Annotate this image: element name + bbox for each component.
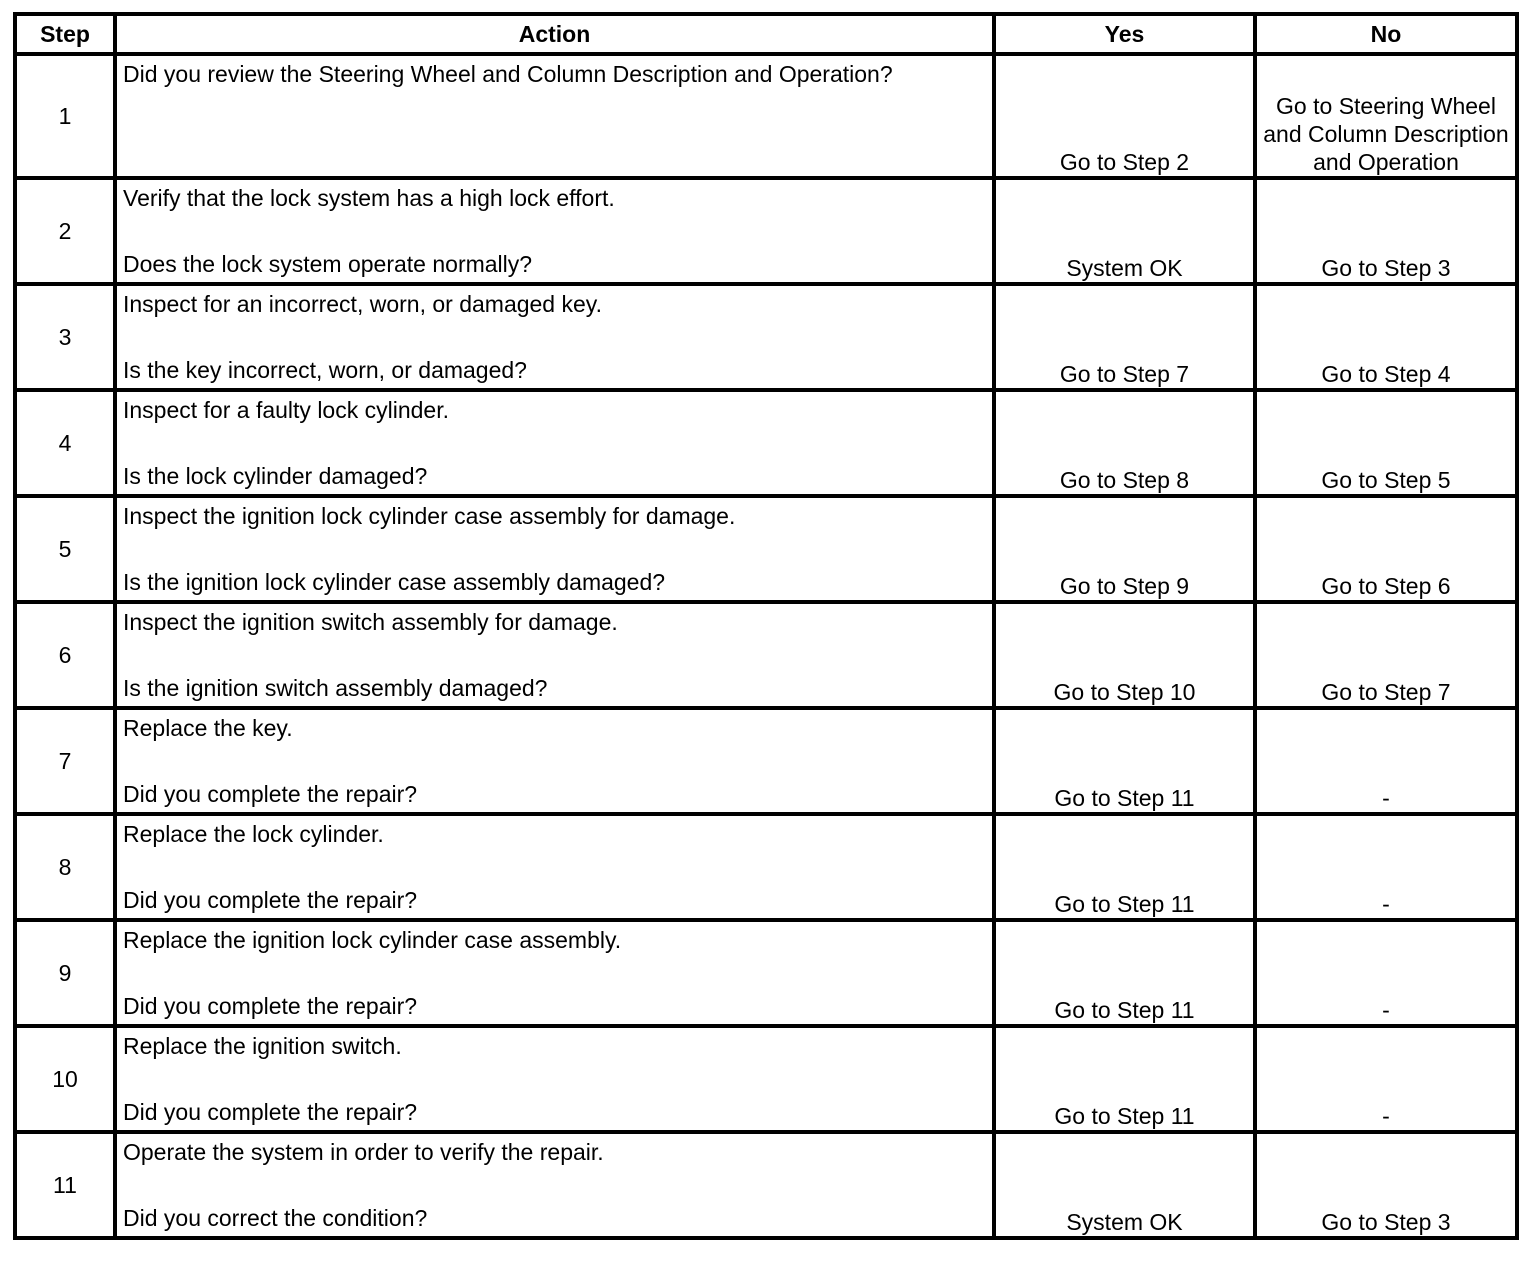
step-number: 5 [15, 496, 115, 602]
action-cell [115, 1026, 994, 1132]
table-row [15, 708, 1517, 814]
table-row [15, 602, 1517, 708]
table-row [15, 390, 1517, 496]
step-number: 8 [15, 814, 115, 920]
action-cell [115, 602, 994, 708]
no-result: Go to Step 4 [1255, 284, 1517, 390]
action-instruction: Inspect for an incorrect, worn, or damaged key. [123, 291, 602, 317]
action-cell [115, 814, 994, 920]
diagnostic-table [13, 12, 1519, 1240]
action-cell [115, 920, 994, 1026]
action-question: Is the ignition lock cylinder case assembly damaged? [123, 569, 666, 595]
action-cell [115, 54, 994, 178]
action-cell [115, 284, 994, 390]
action-instruction: Did you review the Steering Wheel and Column Description and Operation? [123, 61, 893, 87]
no-result: - [1255, 708, 1517, 814]
action-instruction: Verify that the lock system has a high lock effort. [123, 185, 615, 211]
action-instruction: Replace the ignition lock cylinder case assembly. [123, 927, 622, 953]
action-instruction: Replace the key. [123, 715, 293, 741]
no-result: Go to Step 7 [1255, 602, 1517, 708]
yes-result: Go to Step 11 [994, 814, 1255, 920]
no-result: Go to Step 3 [1255, 1132, 1517, 1238]
action-question: Did you complete the repair? [123, 887, 418, 913]
action-instruction: Inspect the ignition switch assembly for damage. [123, 609, 618, 635]
yes-result: Go to Step 7 [994, 284, 1255, 390]
no-result: - [1255, 814, 1517, 920]
action-instruction: Inspect the ignition lock cylinder case assembly for damage. [123, 503, 736, 529]
action-instruction: Replace the ignition switch. [123, 1033, 402, 1059]
step-number: 6 [15, 602, 115, 708]
header-row [15, 14, 1517, 54]
step-number: 1 [15, 54, 115, 178]
action-question: Does the lock system operate normally? [123, 251, 533, 277]
step-number: 2 [15, 178, 115, 284]
action-cell [115, 708, 994, 814]
no-result: Go to Step 5 [1255, 390, 1517, 496]
action-cell [115, 496, 994, 602]
action-question: Did you complete the repair? [123, 993, 418, 1019]
yes-result: Go to Step 11 [994, 920, 1255, 1026]
yes-result: Go to Step 8 [994, 390, 1255, 496]
header-step: Step [15, 14, 115, 54]
action-question: Did you correct the condition? [123, 1205, 428, 1231]
action-instruction: Operate the system in order to verify the repair. [123, 1139, 604, 1165]
yes-result: Go to Step 11 [994, 708, 1255, 814]
step-number: 10 [15, 1026, 115, 1132]
step-number: 7 [15, 708, 115, 814]
action-cell [115, 178, 994, 284]
action-question: Is the ignition switch assembly damaged? [123, 675, 548, 701]
step-number: 3 [15, 284, 115, 390]
action-question: Did you complete the repair? [123, 1099, 418, 1125]
yes-result: System OK [994, 178, 1255, 284]
table-row [15, 1132, 1517, 1238]
yes-result: Go to Step 10 [994, 602, 1255, 708]
table-row [15, 1026, 1517, 1132]
header-action: Action [115, 14, 994, 54]
action-cell [115, 390, 994, 496]
step-number: 11 [15, 1132, 115, 1238]
table-row [15, 920, 1517, 1026]
table-row [15, 496, 1517, 602]
action-instruction: Replace the lock cylinder. [123, 821, 384, 847]
table-row [15, 814, 1517, 920]
action-question: Did you complete the repair? [123, 781, 418, 807]
no-result: Go to Step 6 [1255, 496, 1517, 602]
yes-result: Go to Step 11 [994, 1026, 1255, 1132]
yes-result: Go to Step 9 [994, 496, 1255, 602]
action-cell [115, 1132, 994, 1238]
action-question: Is the key incorrect, worn, or damaged? [123, 357, 527, 383]
header-no: No [1255, 14, 1517, 54]
no-result: Go to Steering Wheel and Column Description and Operation [1255, 54, 1517, 178]
action-instruction: Inspect for a faulty lock cylinder. [123, 397, 449, 423]
action-question: Is the lock cylinder damaged? [123, 463, 428, 489]
table-row [15, 178, 1517, 284]
step-number: 9 [15, 920, 115, 1026]
no-result: - [1255, 920, 1517, 1026]
yes-result: System OK [994, 1132, 1255, 1238]
no-result: - [1255, 1026, 1517, 1132]
table-row [15, 54, 1517, 178]
table-row [15, 284, 1517, 390]
header-yes: Yes [994, 14, 1255, 54]
step-number: 4 [15, 390, 115, 496]
no-result: Go to Step 3 [1255, 178, 1517, 284]
yes-result: Go to Step 2 [994, 54, 1255, 178]
